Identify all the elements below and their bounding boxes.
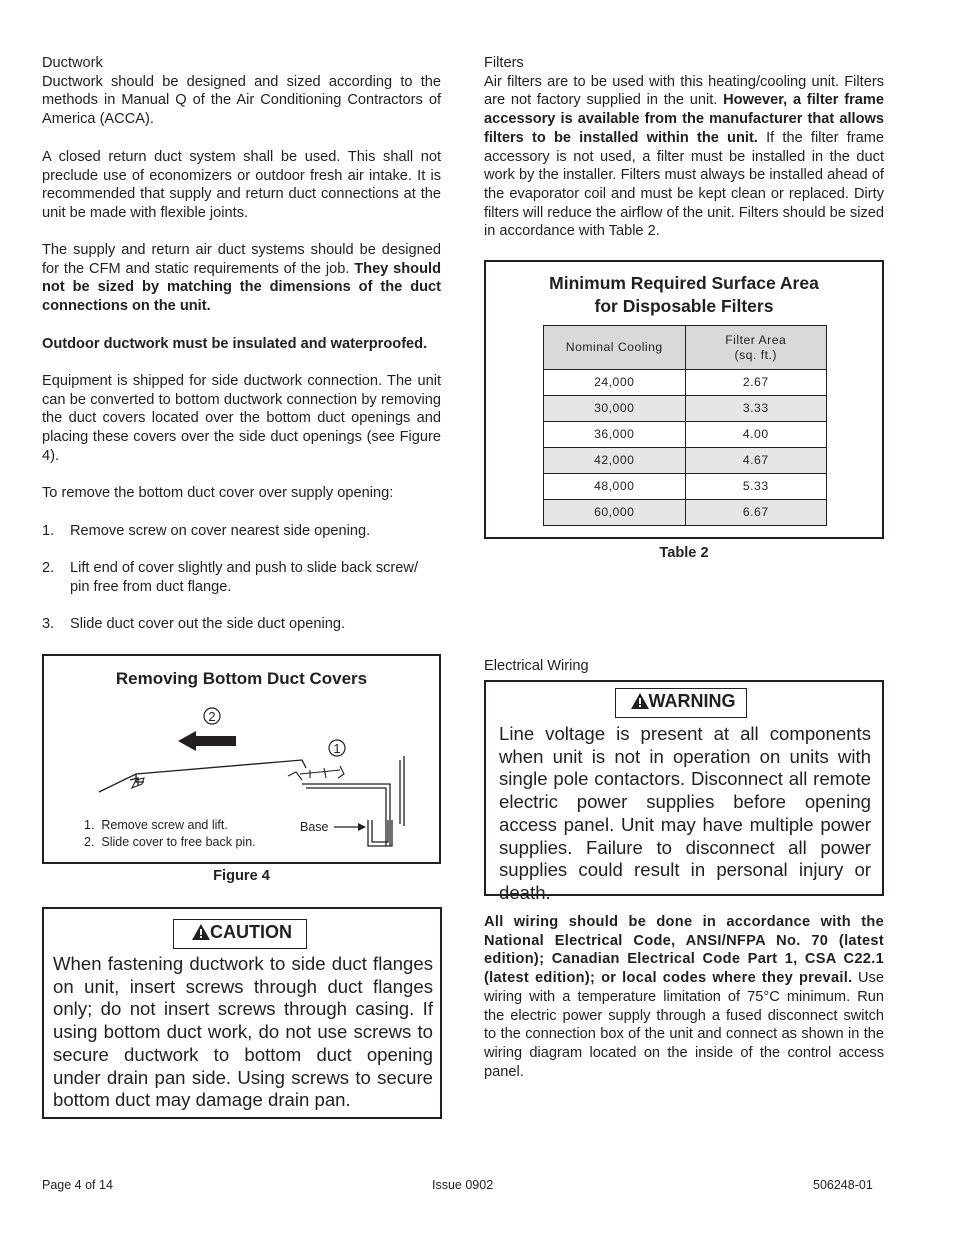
filters-paragraph: Air filters are to be used with this heating/cooling unit. Filters are not factory supplied in the unit. However, a filter frame accessory is available from the manufacturer that allows filters to be installed within the unit. If the filter frame accessory is not used, a filter must be installed in the duct work by the installer. Filters must always be installed ahead of the evaporator coil and must be kept clean or replaced. Dirty filters will reduce the airflow of the unit. Filters should be sized in accordance with Table 2. <box>484 73 884 240</box>
wiring-paragraph: All wiring should be done in accordance with the National Electrical Code, ANSI/NFPA No. 70 (latest edition); Canadian Electrical Code Part 1, CSA C22.1 (latest edition); or local codes where they prevail. Use wiring with a temperature limitation of 75°C minimum. Run the electric power supply through a fused disconnect switch to the connection box of the unit and connect as shown in the wiring diagram located on the inside of the control access panel. <box>484 914 884 1080</box>
table-header-row <box>544 326 827 370</box>
casing <box>400 756 404 826</box>
ductwork-section <box>42 54 441 129</box>
table-2-caption: Table 2 <box>659 545 709 561</box>
legend-step-1: 1. Remove screw and lift. <box>84 818 228 832</box>
electrical-heading: Electrical Wiring <box>484 658 589 674</box>
filter-table <box>543 325 827 526</box>
table-2-title-line-1: Minimum Required Surface Area <box>549 273 819 293</box>
table-2-box <box>484 260 884 539</box>
area-cell: 3.33 <box>685 396 827 422</box>
warning-box <box>484 680 884 903</box>
figure-4-title: Removing Bottom Duct Covers <box>115 669 368 688</box>
table-row <box>544 422 827 448</box>
figure-4-caption: Figure 4 <box>213 868 270 884</box>
cooling-cell: 42,000 <box>544 448 686 474</box>
ductwork-paragraph-5: Equipment is shipped for side ductwork connection. The unit can be converted to bottom ductwork connection by removing the duct covers located over the bottom duct openings and placing these covers over the side duct openings (see Figure 4). <box>42 373 441 464</box>
cooling-cell: 30,000 <box>544 396 686 422</box>
footer-page-number: Page 4 of 14 <box>42 1178 113 1192</box>
cooling-cell: 24,000 <box>544 370 686 396</box>
area-cell: 5.33 <box>685 474 827 500</box>
callout-2-text: 2 <box>208 709 216 724</box>
ductwork-paragraph-3: The supply and return air duct systems should be designed for the CFM and static requirements of the job. They should not be sized by matching the dimensions of the duct connections on the unit. <box>42 242 441 315</box>
footer-doc-number: 506248-01 <box>813 1178 873 1192</box>
warning-text: Line voltage is present at all components when unit is not in operation on units with single pole contactors. Disconnect all remote electric power supplies before opening access panel. Unit may have multiple power supplies. Failure to disconnect all power supplies could result in personal injury or death. <box>499 723 871 903</box>
cooling-cell: 36,000 <box>544 422 686 448</box>
table-row <box>544 474 827 500</box>
duct-flange <box>302 784 390 846</box>
table-row <box>544 448 827 474</box>
filters-section <box>484 54 884 241</box>
callout-1-text: 1 <box>333 741 341 756</box>
table-2-title-line-2: for Disposable Filters <box>594 296 774 316</box>
slide-arrow <box>178 731 236 751</box>
duct-cover-diagram <box>44 656 439 862</box>
table-row <box>544 370 827 396</box>
ductwork-paragraph-1: Ductwork should be designed and sized according to the methods in Manual Q of the Air Conditioning Contractors of America (ACCA). <box>42 73 441 128</box>
header-nominal-cooling: Nominal Cooling <box>544 326 686 370</box>
screw <box>300 766 344 778</box>
warning-triangle-icon <box>192 924 210 940</box>
ductwork-paragraph-4: Outdoor ductwork must be insulated and waterproofed. <box>42 336 428 352</box>
warning-label: WARNING <box>615 688 747 718</box>
caution-label: CAUTION <box>173 919 307 949</box>
warning-triangle-icon <box>631 693 649 709</box>
area-cell: 4.67 <box>685 448 827 474</box>
header-filter-area: Filter Area (sq. ft.) <box>685 326 827 370</box>
ductwork-paragraph-6: To remove the bottom duct cover over supply opening: <box>42 485 394 501</box>
area-cell: 6.67 <box>685 500 827 526</box>
legend-step-2: 2. Slide cover to free back pin. <box>84 835 256 849</box>
figure-4-box <box>42 654 441 864</box>
caution-text: When fastening ductwork to side duct flanges on unit, insert screws through duct flanges only; do not insert screws through casing. If using bottom duct work, do not use screws to secure ductwork to bottom duct opening under drain pan side. Using screws to secure bottom duct may damage drain pan. <box>53 953 433 1111</box>
base-label: Base <box>300 820 329 834</box>
footer-issue: Issue 0902 <box>432 1178 494 1192</box>
cooling-cell: 60,000 <box>544 500 686 526</box>
table-row <box>544 500 827 526</box>
caution-box <box>42 907 442 1119</box>
duct-cover <box>99 760 306 792</box>
filters-heading: Filters <box>484 55 524 71</box>
cooling-cell: 48,000 <box>544 474 686 500</box>
ductwork-heading: Ductwork <box>42 55 103 71</box>
area-cell: 4.00 <box>685 422 827 448</box>
table-row <box>544 396 827 422</box>
base-channel <box>368 820 392 846</box>
area-cell: 2.67 <box>685 370 827 396</box>
ductwork-paragraph-2: A closed return duct system shall be used. This shall not preclude use of economizers or outdoor fresh air intake. It is recommended that supply and return duct connections at the unit be made with flexible joints. <box>42 149 441 222</box>
